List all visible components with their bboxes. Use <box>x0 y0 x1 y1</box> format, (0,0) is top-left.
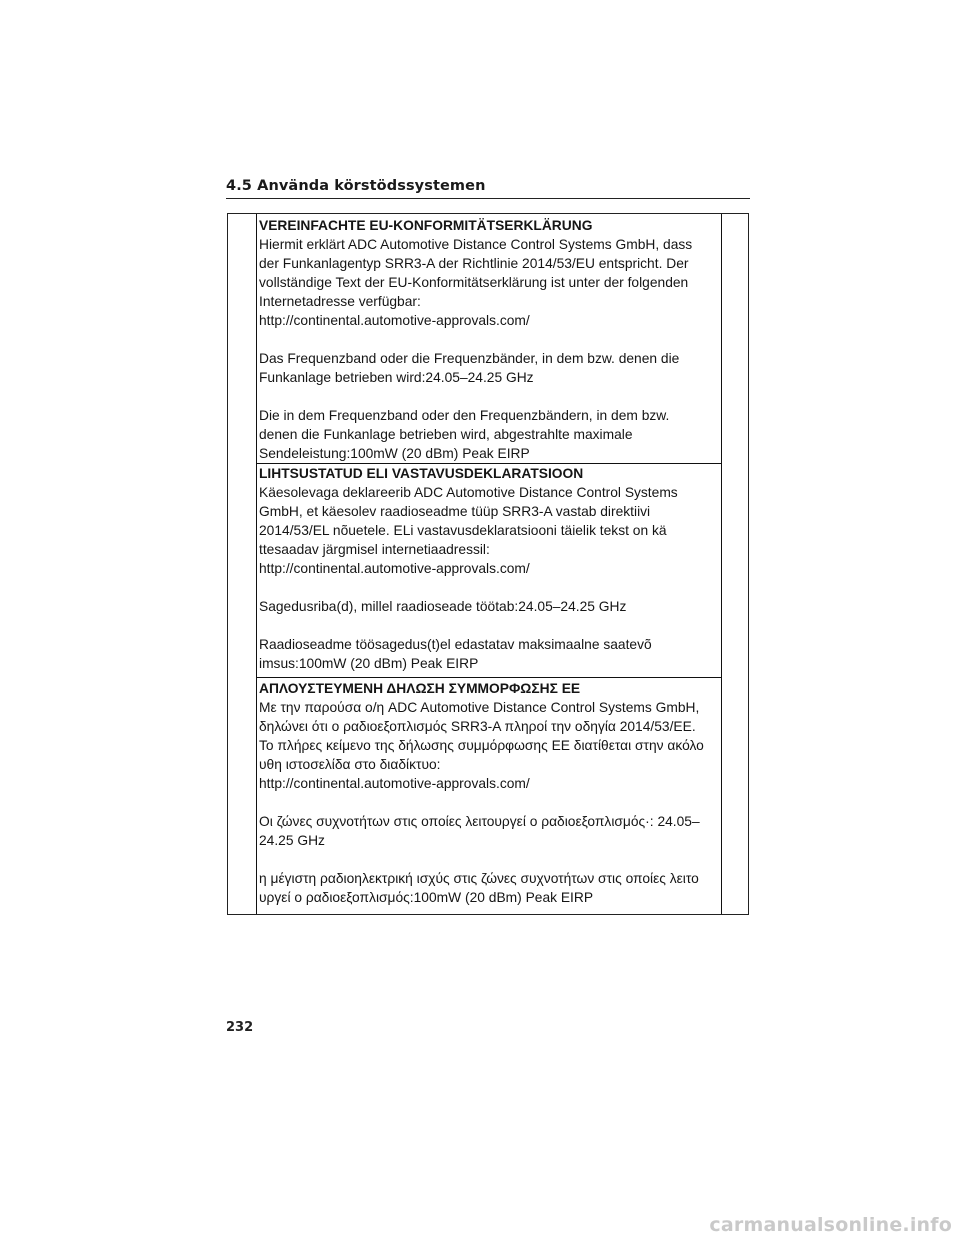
text-line: Sagedusriba(d), millel raadioseade töötab:24.05–24.25 GHz <box>259 599 627 614</box>
watermark-text: carmanualsonline.info <box>709 1214 952 1236</box>
url-line: http://continental.automotive-approvals.com/ <box>259 776 530 791</box>
text-line: Hiermit erklärt ADC Automotive Distance Control Systems GmbH, dass <box>259 237 693 252</box>
declaration-table <box>227 213 749 915</box>
section-divider <box>257 677 721 678</box>
text-line: υθη ιστοσελίδα στο διαδίκτυο: <box>259 757 441 772</box>
spacer <box>259 387 718 406</box>
spacer <box>259 793 718 812</box>
declaration-title-estonian: LIHTSUSTATUD ELI VASTAVUSDEKLARATSIOON <box>259 466 584 481</box>
text-line: ttesaadav järgmisel internetiaadressil: <box>259 542 490 557</box>
text-line: υργεί ο ραδιοεξοπλισμός:100mW (20 dBm) Peak EIRP <box>259 890 594 905</box>
url-line: http://continental.automotive-approvals.com/ <box>259 561 530 576</box>
declaration-block-german <box>257 216 721 463</box>
spacer <box>259 578 718 597</box>
spacer <box>259 616 718 635</box>
text-line: Οι ζώνες συχνοτήτων στις οποίες λειτουργεί ο ραδιοεξοπλισμός·: 24.05– <box>259 814 700 829</box>
page-number: 232 <box>226 1020 254 1035</box>
text-line: imsus:100mW (20 dBm) Peak EIRP <box>259 656 479 671</box>
text-line: vollständige Text der EU-Konformitätserklärung ist unter der folgenden <box>259 275 689 290</box>
text-line: η μέγιστη ραδιοηλεκτρική ισχύς στις ζώνες συχνοτήτων στις οποίες λειτο <box>259 871 699 886</box>
text-line: Το πλήρες κείμενο της δήλωσης συμμόρφωσης ΕΕ διατίθεται στην ακόλο <box>259 738 704 753</box>
text-line: der Funkanlagentyp SRR3-A der Richtlinie 2014/53/EU entspricht. Der <box>259 256 689 271</box>
declaration-title-german: VEREINFACHTE EU-KONFORMITÄTSERKLÄRUNG <box>259 218 593 233</box>
text-line: Das Frequenzband oder die Frequenzbänder, in dem bzw. denen die <box>259 351 680 366</box>
text-line: Raadioseadme töösagedus(t)el edastatav maksimaalne saatevõ <box>259 637 652 652</box>
text-line: 24.25 GHz <box>259 833 325 848</box>
text-line: Sendeleistung:100mW (20 dBm) Peak EIRP <box>259 446 530 461</box>
text-line: 2014/53/EL nõuetele. ELi vastavusdeklaratsiooni täielik tekst on kä <box>259 523 667 538</box>
text-line: GmbH, et käesolev raadioseadme tüüp SRR3-A vastab direktiivi <box>259 504 651 519</box>
section-heading: 4.5 Använda körstödssystemen <box>226 178 486 194</box>
declaration-block-estonian <box>257 464 721 673</box>
declaration-title-greek: ΑΠΛΟΥΣΤΕΥΜΕΝΗ ΔΗΛΩΣΗ ΣΥΜΜΟΡΦΩΣΗΣ ΕΕ <box>259 681 581 696</box>
url-line: http://continental.automotive-approvals.com/ <box>259 313 530 328</box>
text-line: Internetadresse verfügbar: <box>259 294 421 309</box>
text-line: Funkanlage betrieben wird:24.05–24.25 GHz <box>259 370 534 385</box>
text-line: Käesolevaga deklareerib ADC Automotive Distance Control Systems <box>259 485 678 500</box>
declaration-block-greek <box>257 679 721 907</box>
text-line: Με την παρούσα ο/η ADC Automotive Distance Control Systems GmbH, <box>259 700 700 715</box>
header-rule <box>226 198 750 199</box>
text-line: denen die Funkanlage betrieben wird, abgestrahlte maximale <box>259 427 633 442</box>
text-line: Die in dem Frequenzband oder den Frequenzbändern, in dem bzw. <box>259 408 670 423</box>
text-line: δηλώνει ότι ο ραδιοεξοπλισμός SRR3-A πληροί την οδηγία 2014/53/ΕΕ. <box>259 719 696 734</box>
declaration-content-column <box>256 214 722 914</box>
spacer <box>259 330 718 349</box>
spacer <box>259 850 718 869</box>
